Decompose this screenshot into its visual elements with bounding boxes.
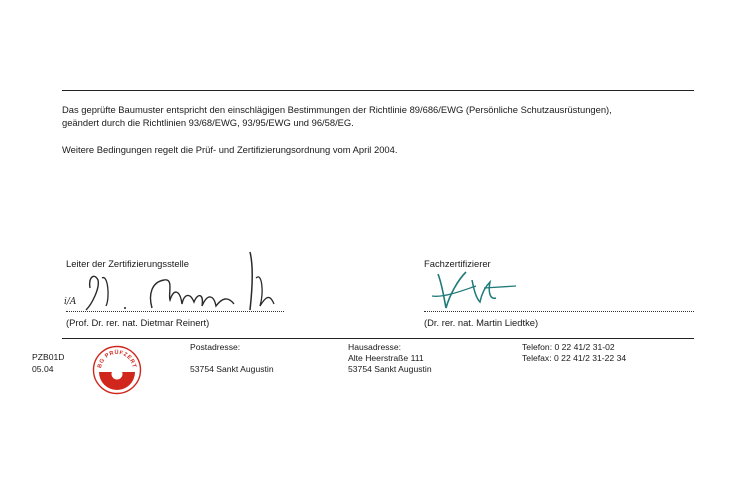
house-address-street: Alte Heerstraße 111	[348, 353, 424, 363]
regulation-line-2: geändert durch die Richtlinien 93/68/EWG, 93/95/EWG und 96/58/EG.	[62, 117, 354, 128]
house-address-label: Hausadresse:	[348, 342, 402, 352]
house-address-city: 53754 Sankt Augustin	[348, 364, 432, 374]
form-date: 05.04	[32, 364, 54, 374]
seal-text: BG PRÜFZERT	[97, 349, 137, 369]
right-signatory-name: (Dr. rer. nat. Martin Liedtke)	[424, 317, 539, 328]
left-signature	[64, 248, 294, 318]
regulation-line-1: Das geprüfte Baumuster entspricht den einschlägigen Bestimmungen der Richtlinie 89/686/EWG (Persönliche Schutzausrüstungen),	[62, 104, 612, 115]
left-signatory-title: Leiter der Zertifizierungsstelle	[66, 258, 189, 269]
left-signature-line	[66, 311, 284, 312]
conditions-line: Weitere Bedingungen regelt die Prüf- und Zertifizierungsordnung vom April 2004.	[62, 144, 398, 155]
right-signature	[424, 268, 534, 314]
phone-number: Telefon: 0 22 41/2 31-02	[522, 342, 615, 352]
initials-mark: i/A	[64, 297, 77, 307]
footer-divider	[62, 338, 694, 339]
right-signature-line	[424, 311, 694, 312]
form-code: PZB01D	[32, 352, 65, 362]
postal-address-label: Postadresse:	[190, 342, 241, 352]
postal-address-city: 53754 Sankt Augustin	[190, 364, 274, 374]
fax-number: Telefax: 0 22 41/2 31-22 34	[522, 353, 627, 363]
right-signatory-title: Fachzertifizierer	[424, 258, 491, 269]
top-divider	[62, 90, 694, 91]
left-signatory-name: (Prof. Dr. rer. nat. Dietmar Reinert)	[66, 317, 210, 328]
bg-pruefzert-seal	[92, 345, 142, 395]
